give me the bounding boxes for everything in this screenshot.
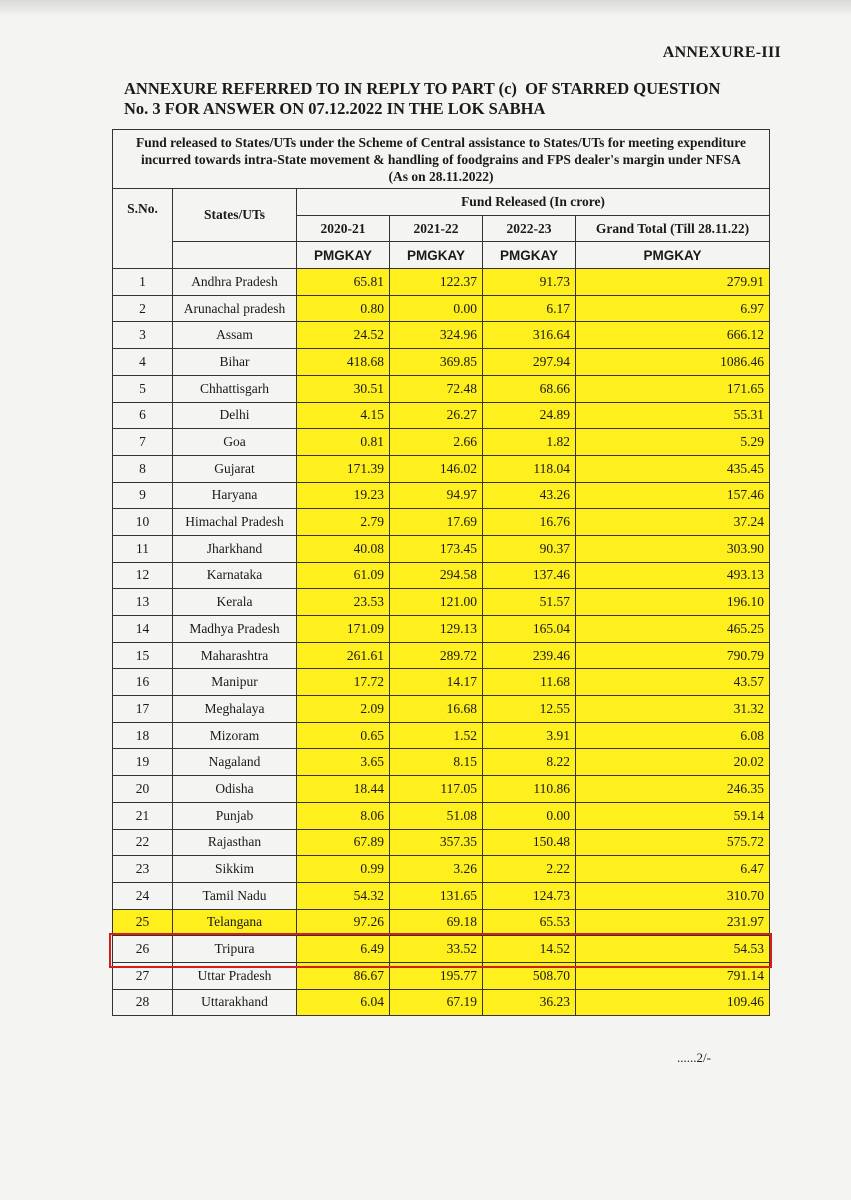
row-state: Telangana [173, 909, 297, 936]
as-on-date: (As on 28.11.2022) [388, 169, 494, 184]
row-value-2020-21: 418.68 [297, 349, 390, 376]
row-grand-total: 6.08 [576, 722, 770, 749]
row-state: Gujarat [173, 455, 297, 482]
table-row [113, 802, 770, 829]
table-row [113, 909, 770, 936]
table-row [113, 589, 770, 616]
row-value-2020-21: 0.80 [297, 295, 390, 322]
page-continuation: ......2/- [677, 1050, 711, 1065]
row-value-2022-23: 43.26 [483, 482, 576, 509]
row-state: Goa [173, 429, 297, 456]
row-value-2020-21: 0.81 [297, 429, 390, 456]
col-header-2021-22: 2021-22 [390, 215, 483, 242]
row-value-2020-21: 6.04 [297, 989, 390, 1016]
table-row [113, 455, 770, 482]
row-value-2021-22: 195.77 [390, 962, 483, 989]
row-value-2020-21: 23.53 [297, 589, 390, 616]
row-value-2021-22: 357.35 [390, 829, 483, 856]
row-value-2020-21: 18.44 [297, 776, 390, 803]
col-header-2022-23: 2022-23 [483, 215, 576, 242]
row-grand-total: 54.53 [576, 936, 770, 963]
row-grand-total: 157.46 [576, 482, 770, 509]
row-value-2021-22: 94.97 [390, 482, 483, 509]
table-row [113, 856, 770, 883]
row-sno: 2 [113, 295, 173, 322]
row-state: Nagaland [173, 749, 297, 776]
row-sno: 8 [113, 455, 173, 482]
row-value-2020-21: 171.39 [297, 455, 390, 482]
row-grand-total: 6.47 [576, 856, 770, 883]
row-sno: 9 [113, 482, 173, 509]
row-grand-total: 171.65 [576, 375, 770, 402]
row-value-2020-21: 61.09 [297, 562, 390, 589]
row-state: Kerala [173, 589, 297, 616]
row-sno: 28 [113, 989, 173, 1016]
row-state: Himachal Pradesh [173, 509, 297, 536]
row-value-2022-23: 508.70 [483, 962, 576, 989]
row-value-2021-22: 26.27 [390, 402, 483, 429]
empty-header-cell [173, 242, 297, 269]
row-sno: 19 [113, 749, 173, 776]
row-value-2022-23: 3.91 [483, 722, 576, 749]
table-row [113, 322, 770, 349]
row-value-2022-23: 90.37 [483, 535, 576, 562]
row-grand-total: 43.57 [576, 669, 770, 696]
row-state: Tamil Nadu [173, 882, 297, 909]
row-grand-total: 303.90 [576, 535, 770, 562]
row-value-2021-22: 117.05 [390, 776, 483, 803]
row-sno: 17 [113, 696, 173, 723]
table-row [113, 269, 770, 296]
row-value-2021-22: 69.18 [390, 909, 483, 936]
table-row [113, 349, 770, 376]
row-value-2022-23: 91.73 [483, 269, 576, 296]
scheme-label-grand-total: PMGKAY [576, 242, 770, 269]
row-grand-total: 1086.46 [576, 349, 770, 376]
row-value-2022-23: 6.17 [483, 295, 576, 322]
row-value-2020-21: 24.52 [297, 322, 390, 349]
row-value-2022-23: 68.66 [483, 375, 576, 402]
row-state: Rajasthan [173, 829, 297, 856]
row-value-2020-21: 19.23 [297, 482, 390, 509]
row-value-2020-21: 54.32 [297, 882, 390, 909]
row-sno: 21 [113, 802, 173, 829]
fund-release-table [112, 129, 770, 1016]
table-row [113, 509, 770, 536]
row-grand-total: 31.32 [576, 696, 770, 723]
row-state: Mizoram [173, 722, 297, 749]
table-row [113, 696, 770, 723]
row-value-2021-22: 14.17 [390, 669, 483, 696]
row-value-2022-23: 12.55 [483, 696, 576, 723]
table-row [113, 429, 770, 456]
row-value-2021-22: 72.48 [390, 375, 483, 402]
col-header-2020-21: 2020-21 [297, 215, 390, 242]
row-value-2022-23: 0.00 [483, 802, 576, 829]
annexure-label: ANNEXURE-III [662, 44, 781, 61]
table-row [113, 722, 770, 749]
row-value-2022-23: 110.86 [483, 776, 576, 803]
row-sno: 20 [113, 776, 173, 803]
table-row [113, 375, 770, 402]
row-value-2022-23: 51.57 [483, 589, 576, 616]
row-state: Madhya Pradesh [173, 616, 297, 643]
row-sno: 4 [113, 349, 173, 376]
row-sno: 14 [113, 616, 173, 643]
row-sno: 10 [113, 509, 173, 536]
col-header-fund-released: Fund Released (In crore) [297, 189, 770, 216]
row-value-2020-21: 171.09 [297, 616, 390, 643]
table-caption-row [113, 130, 770, 189]
row-value-2021-22: 122.37 [390, 269, 483, 296]
row-value-2021-22: 2.66 [390, 429, 483, 456]
row-sno: 13 [113, 589, 173, 616]
row-sno: 15 [113, 642, 173, 669]
row-grand-total: 196.10 [576, 589, 770, 616]
row-state: Jharkhand [173, 535, 297, 562]
row-grand-total: 310.70 [576, 882, 770, 909]
document-heading [124, 79, 764, 119]
row-value-2022-23: 65.53 [483, 909, 576, 936]
table-caption-cell [113, 130, 770, 189]
row-value-2020-21: 17.72 [297, 669, 390, 696]
row-value-2021-22: 33.52 [390, 936, 483, 963]
row-value-2022-23: 2.22 [483, 856, 576, 883]
scan-edge [0, 0, 851, 16]
row-grand-total: 55.31 [576, 402, 770, 429]
row-value-2022-23: 124.73 [483, 882, 576, 909]
row-value-2021-22: 67.19 [390, 989, 483, 1016]
row-grand-total: 575.72 [576, 829, 770, 856]
row-value-2022-23: 11.68 [483, 669, 576, 696]
row-value-2021-22: 146.02 [390, 455, 483, 482]
row-state: Manipur [173, 669, 297, 696]
row-sno: 12 [113, 562, 173, 589]
row-state: Punjab [173, 802, 297, 829]
scheme-label-2021-22: PMGKAY [390, 242, 483, 269]
row-state: Uttarakhand [173, 989, 297, 1016]
row-sno: 24 [113, 882, 173, 909]
row-sno: 26 [113, 936, 173, 963]
header-row-scheme [113, 242, 770, 269]
row-value-2022-23: 297.94 [483, 349, 576, 376]
row-sno: 16 [113, 669, 173, 696]
row-value-2022-23: 165.04 [483, 616, 576, 643]
table-row [113, 562, 770, 589]
row-grand-total: 231.97 [576, 909, 770, 936]
row-value-2022-23: 24.89 [483, 402, 576, 429]
row-sno: 25 [113, 909, 173, 936]
row-value-2021-22: 369.85 [390, 349, 483, 376]
row-grand-total: 20.02 [576, 749, 770, 776]
row-value-2020-21: 0.99 [297, 856, 390, 883]
row-value-2021-22: 121.00 [390, 589, 483, 616]
row-grand-total: 279.91 [576, 269, 770, 296]
row-value-2021-22: 17.69 [390, 509, 483, 536]
heading-line-2: No. 3 FOR ANSWER ON 07.12.2022 IN THE LOK SABHA [124, 99, 546, 118]
table-caption: Fund released to States/UTs under the Scheme of Central assistance to States/UTs for meeting expenditure incurred towards intra-State movement & handling of foodgrains and FPS dealer's margin under NFSA [136, 135, 746, 167]
row-sno: 18 [113, 722, 173, 749]
table-row [113, 616, 770, 643]
row-value-2020-21: 6.49 [297, 936, 390, 963]
row-grand-total: 791.14 [576, 962, 770, 989]
row-value-2021-22: 8.15 [390, 749, 483, 776]
row-sno: 7 [113, 429, 173, 456]
row-state: Delhi [173, 402, 297, 429]
scheme-label-2020-21: PMGKAY [297, 242, 390, 269]
row-value-2021-22: 289.72 [390, 642, 483, 669]
row-value-2021-22: 0.00 [390, 295, 483, 322]
row-sno: 6 [113, 402, 173, 429]
row-grand-total: 666.12 [576, 322, 770, 349]
table-row [113, 402, 770, 429]
row-value-2021-22: 51.08 [390, 802, 483, 829]
table-row [113, 642, 770, 669]
table-row [113, 776, 770, 803]
row-sno: 3 [113, 322, 173, 349]
row-value-2022-23: 118.04 [483, 455, 576, 482]
row-state: Tripura [173, 936, 297, 963]
row-value-2020-21: 4.15 [297, 402, 390, 429]
row-value-2021-22: 16.68 [390, 696, 483, 723]
table-row [113, 882, 770, 909]
row-grand-total: 6.97 [576, 295, 770, 322]
row-sno: 22 [113, 829, 173, 856]
row-grand-total: 59.14 [576, 802, 770, 829]
row-value-2022-23: 36.23 [483, 989, 576, 1016]
table-row [113, 749, 770, 776]
table-row [113, 295, 770, 322]
row-value-2022-23: 16.76 [483, 509, 576, 536]
row-grand-total: 246.35 [576, 776, 770, 803]
col-header-grand-total: Grand Total (Till 28.11.22) [576, 215, 770, 242]
row-state: Chhattisgarh [173, 375, 297, 402]
row-value-2020-21: 261.61 [297, 642, 390, 669]
row-state: Andhra Pradesh [173, 269, 297, 296]
row-state: Karnataka [173, 562, 297, 589]
table-row [113, 989, 770, 1016]
header-row-1 [113, 189, 770, 216]
row-state: Haryana [173, 482, 297, 509]
row-value-2021-22: 129.13 [390, 616, 483, 643]
row-value-2021-22: 131.65 [390, 882, 483, 909]
col-header-sno: S.No. [113, 189, 173, 269]
row-value-2020-21: 3.65 [297, 749, 390, 776]
row-value-2022-23: 239.46 [483, 642, 576, 669]
row-sno: 23 [113, 856, 173, 883]
row-value-2021-22: 1.52 [390, 722, 483, 749]
row-state: Meghalaya [173, 696, 297, 723]
row-value-2020-21: 67.89 [297, 829, 390, 856]
row-value-2020-21: 8.06 [297, 802, 390, 829]
row-value-2020-21: 65.81 [297, 269, 390, 296]
table-row [113, 535, 770, 562]
row-value-2020-21: 86.67 [297, 962, 390, 989]
row-value-2020-21: 40.08 [297, 535, 390, 562]
row-value-2020-21: 97.26 [297, 909, 390, 936]
row-value-2020-21: 2.79 [297, 509, 390, 536]
row-value-2021-22: 173.45 [390, 535, 483, 562]
row-grand-total: 37.24 [576, 509, 770, 536]
row-sno: 11 [113, 535, 173, 562]
row-sno: 5 [113, 375, 173, 402]
row-state: Maharashtra [173, 642, 297, 669]
table-row [113, 669, 770, 696]
heading-line-1: ANNEXURE REFERRED TO IN REPLY TO PART (c) OF STARRED QUESTION [124, 79, 721, 98]
row-grand-total: 435.45 [576, 455, 770, 482]
table-row [113, 482, 770, 509]
row-value-2020-21: 30.51 [297, 375, 390, 402]
row-grand-total: 109.46 [576, 989, 770, 1016]
col-header-state: States/UTs [173, 189, 297, 242]
row-value-2020-21: 0.65 [297, 722, 390, 749]
row-grand-total: 790.79 [576, 642, 770, 669]
row-state: Assam [173, 322, 297, 349]
row-state: Arunachal pradesh [173, 295, 297, 322]
row-value-2022-23: 14.52 [483, 936, 576, 963]
row-state: Odisha [173, 776, 297, 803]
row-sno: 1 [113, 269, 173, 296]
row-state: Uttar Pradesh [173, 962, 297, 989]
row-value-2020-21: 2.09 [297, 696, 390, 723]
row-state: Bihar [173, 349, 297, 376]
row-value-2022-23: 1.82 [483, 429, 576, 456]
row-value-2021-22: 324.96 [390, 322, 483, 349]
row-value-2022-23: 8.22 [483, 749, 576, 776]
table-row [113, 829, 770, 856]
row-value-2022-23: 137.46 [483, 562, 576, 589]
highlight-box [109, 933, 772, 968]
row-value-2022-23: 150.48 [483, 829, 576, 856]
row-grand-total: 5.29 [576, 429, 770, 456]
row-sno: 27 [113, 962, 173, 989]
row-value-2021-22: 3.26 [390, 856, 483, 883]
row-state: Sikkim [173, 856, 297, 883]
row-grand-total: 493.13 [576, 562, 770, 589]
row-value-2021-22: 294.58 [390, 562, 483, 589]
row-grand-total: 465.25 [576, 616, 770, 643]
scheme-label-2022-23: PMGKAY [483, 242, 576, 269]
row-value-2022-23: 316.64 [483, 322, 576, 349]
